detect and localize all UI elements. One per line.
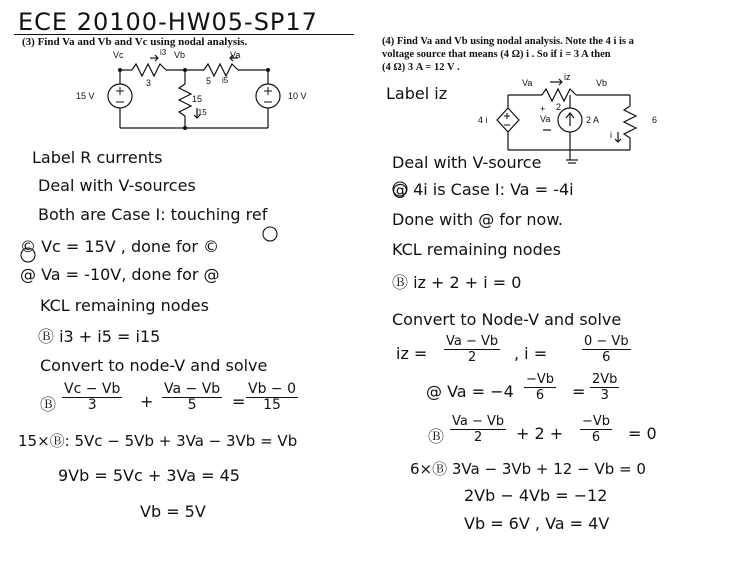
problem4-prompt-line3: (4 Ω) 3 A = 12 V . bbox=[382, 62, 460, 73]
label-p4-r2: 2 bbox=[556, 102, 562, 112]
resistor-3ohm bbox=[132, 64, 166, 76]
p3-frac2-num: Va − Vb bbox=[164, 381, 221, 397]
p4-work-line8: 2Vb − 4Vb = −12 bbox=[464, 486, 608, 505]
p4-frac-b1-den: 2 bbox=[473, 430, 483, 445]
p4-frac-a1-den: 6 bbox=[535, 388, 545, 403]
p3-equals: = bbox=[232, 392, 246, 411]
p3-frac2-den: 5 bbox=[187, 397, 197, 413]
p4-b-end: = 0 bbox=[628, 424, 657, 443]
label-p4-iz: iz bbox=[564, 72, 571, 82]
p4-frac-i bbox=[582, 334, 631, 365]
p3-work-line12: Vb = 5V bbox=[140, 502, 206, 521]
p4-b-mid: + 2 + bbox=[516, 424, 564, 443]
p4-label-iz: Label iz bbox=[386, 84, 448, 103]
label-va: Va bbox=[230, 50, 241, 60]
p4-frac-iz-num: Va − Vb bbox=[446, 334, 499, 349]
p4-frac-a2-den: 3 bbox=[600, 388, 609, 403]
label-p4-vsrc-va: Va bbox=[540, 114, 551, 124]
label-i5: i5 bbox=[222, 76, 229, 85]
label-r3: 3 bbox=[146, 78, 152, 88]
label-p4-plus: + bbox=[540, 104, 546, 114]
p3-frac3-den: 15 bbox=[263, 397, 281, 413]
p3-work-line4: © Vc = 15V , done for © bbox=[20, 237, 220, 256]
resistor-15ohm bbox=[179, 84, 191, 116]
p4-b-mark: Ⓑ bbox=[428, 427, 445, 446]
label-i3: i3 bbox=[160, 48, 167, 57]
label-r15: 15 bbox=[192, 94, 203, 104]
p3-work-line1: Label R currents bbox=[32, 148, 163, 167]
p4-frac-b1 bbox=[450, 414, 506, 445]
label-vc: Vc bbox=[113, 50, 124, 60]
p4-work-line3: Done with @ for now. bbox=[392, 210, 564, 229]
p3-plus: + bbox=[140, 392, 154, 411]
p3-work-line2: Deal with V-sources bbox=[38, 176, 196, 195]
p4-frac-b2-den: 6 bbox=[591, 430, 601, 445]
p3-frac3-num: Vb − 0 bbox=[248, 381, 297, 397]
p3-frac3 bbox=[246, 382, 298, 413]
label-15v: 15 V bbox=[76, 91, 95, 101]
p4-frac-a1 bbox=[524, 372, 556, 403]
resistor-5ohm bbox=[204, 64, 238, 76]
circle-c-2 bbox=[263, 227, 277, 241]
problem4-prompt-line1: (4) Find Va and Vb using nodal analysis. Note the 4 i is a bbox=[382, 36, 634, 47]
p4-frac-a2-num: 2Vb bbox=[592, 372, 618, 387]
p3-frac1-den: 3 bbox=[87, 397, 97, 413]
p3-work-line8: Convert to node-V and solve bbox=[40, 356, 268, 375]
p3-frac1-num: Vc − Vb bbox=[64, 381, 121, 397]
label-p4-r6: 6 bbox=[652, 115, 658, 125]
p4-work-line6: Convert to Node-V and solve bbox=[392, 310, 622, 329]
label-p4-i: i bbox=[610, 130, 612, 140]
label-p4-dep: 4 i bbox=[478, 115, 488, 125]
p4-work-line2: @ 4i is Case I: Va = -4i bbox=[392, 180, 574, 199]
p4-frac-i-den: 6 bbox=[602, 350, 611, 365]
p4-frac-b1-num: Va − Vb bbox=[452, 414, 505, 429]
problem3-prompt: (3) Find Va and Vb and Vc using nodal analysis. bbox=[22, 36, 248, 48]
page-title: ECE 20100-HW05-SP17 bbox=[18, 8, 318, 36]
p4-work-line7: 6×Ⓑ 3Va − 3Vb + 12 − Vb = 0 bbox=[410, 460, 646, 478]
p3-frac1 bbox=[62, 382, 122, 413]
label-vb: Vb bbox=[174, 50, 186, 60]
label-p4-2a: 2 A bbox=[586, 115, 600, 125]
p4-work-line1: Deal with V-source bbox=[392, 153, 542, 172]
p3-work-line3: Both are Case I: touching ref bbox=[38, 205, 268, 224]
label-p4-vb: Vb bbox=[596, 78, 608, 88]
p3-work-line6: KCL remaining nodes bbox=[40, 296, 209, 315]
p4-i-eq: , i = bbox=[514, 344, 548, 363]
p4-frac-i-num: 0 − Vb bbox=[584, 334, 629, 349]
label-10v: 10 V bbox=[288, 91, 307, 101]
circuit-p3 bbox=[108, 55, 280, 128]
p4-frac-a2 bbox=[590, 372, 619, 403]
p3-work-line7: Ⓑ i3 + i5 = i15 bbox=[38, 327, 161, 346]
p3-work-line10: 15×Ⓑ: 5Vc − 5Vb + 3Va − 3Vb = Vb bbox=[18, 432, 298, 450]
p3-work-line11: 9Vb = 5Vc + 3Va = 45 bbox=[58, 466, 240, 485]
p4-a-eq: = bbox=[572, 382, 586, 401]
p4-work-line5: Ⓑ iz + 2 + i = 0 bbox=[392, 273, 522, 292]
resistor-6ohm bbox=[624, 106, 636, 138]
label-r5: 5 bbox=[206, 76, 212, 86]
label-i15: i15 bbox=[196, 108, 207, 117]
resistor-2ohm bbox=[542, 89, 576, 101]
p4-a-eq-prefix: @ Va = −4 bbox=[426, 382, 514, 401]
p4-frac-b2 bbox=[580, 414, 612, 445]
p3-work-line5: @ Va = -10V, done for @ bbox=[20, 265, 220, 284]
p3-mark-b: Ⓑ bbox=[40, 395, 57, 414]
p4-work-line4: KCL remaining nodes bbox=[392, 240, 561, 259]
p4-frac-iz bbox=[444, 334, 500, 365]
p4-frac-a1-num: −Vb bbox=[526, 372, 555, 387]
circuit-p4-polarity bbox=[504, 113, 510, 125]
circuit-p4 bbox=[497, 79, 636, 163]
p4-frac-iz-den: 2 bbox=[467, 350, 477, 365]
problem4-prompt-line2: voltage source that means (4 Ω) i . So if i = 3 A then bbox=[382, 49, 611, 60]
p4-iz-eq: iz = bbox=[396, 344, 428, 363]
p3-frac2 bbox=[162, 382, 222, 413]
dependent-vsource bbox=[497, 108, 519, 132]
label-p4-va: Va bbox=[522, 78, 533, 88]
p4-frac-b2-num: −Vb bbox=[582, 414, 611, 429]
p4-work-line9: Vb = 6V , Va = 4V bbox=[464, 514, 610, 533]
